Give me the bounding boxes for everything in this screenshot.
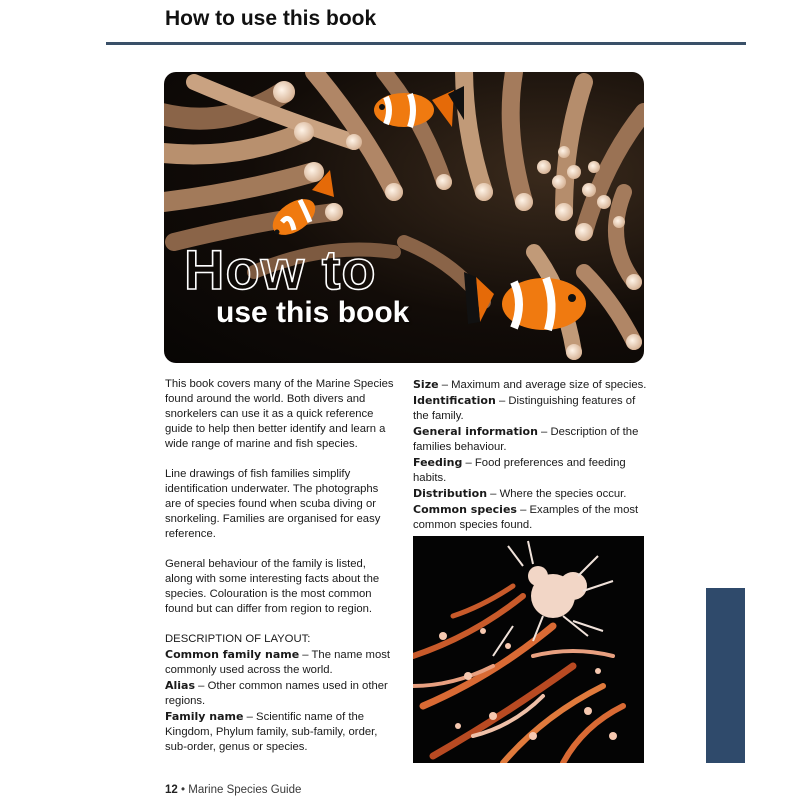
definition-alias bbox=[165, 678, 395, 709]
definition-term: Alias bbox=[165, 679, 196, 692]
definition-term: Family name bbox=[165, 710, 244, 723]
definition-term: Common species bbox=[413, 503, 517, 516]
definition-common-species bbox=[413, 502, 648, 533]
behaviour-paragraph: General behaviour of the family is listed, along with some interesting facts about the species. Colouration is the most common found but can differ from region to region. bbox=[165, 558, 380, 615]
definition-desc: – Maximum and average size of species. bbox=[438, 379, 647, 391]
page-number: 12 bbox=[165, 784, 178, 796]
definition-term: Size bbox=[413, 378, 439, 391]
page-title: How to use this book bbox=[165, 7, 377, 30]
definition-term: Identification bbox=[413, 394, 496, 407]
definition-desc: – Distinguishing features of the family. bbox=[413, 395, 636, 422]
soft-coral-illustration bbox=[413, 536, 644, 763]
definition-desc: – The name most commonly used across the world. bbox=[165, 649, 391, 676]
definition-distribution bbox=[413, 486, 648, 502]
footer-book-title: Marine Species Guide bbox=[188, 784, 302, 796]
header-rule bbox=[106, 42, 746, 45]
left-column bbox=[165, 377, 395, 755]
definition-size bbox=[413, 377, 648, 393]
clownfish-top bbox=[374, 86, 464, 127]
definition-family-name bbox=[165, 709, 395, 755]
drawings-paragraph: Line drawings of fish families simplify identification underwater. The photographs are of species found when scuba diving or snorkeling. Families are organised for easy reference. bbox=[165, 468, 381, 540]
page-footer bbox=[165, 784, 301, 796]
clownfish-bottom bbox=[464, 272, 586, 330]
chapter-side-tab bbox=[706, 588, 745, 763]
layout-heading: DESCRIPTION OF LAYOUT: bbox=[165, 633, 311, 645]
definition-desc: – Food preferences and feeding habits. bbox=[413, 457, 626, 484]
definition-term: Feeding bbox=[413, 456, 463, 469]
definition-term: General information bbox=[413, 425, 538, 438]
hero-title-outline: How to bbox=[184, 238, 377, 301]
definition-general-information bbox=[413, 424, 648, 455]
hero-photo bbox=[164, 72, 644, 363]
definition-desc: – Other common names used in other regions. bbox=[165, 680, 388, 707]
definition-feeding bbox=[413, 455, 648, 486]
definition-term: Common family name bbox=[165, 648, 300, 661]
definition-desc: – Where the species occur. bbox=[487, 488, 627, 500]
right-column bbox=[413, 377, 648, 533]
coral-crab-photo bbox=[413, 536, 644, 763]
definition-common-family-name bbox=[165, 647, 395, 678]
hero-title-subtitle: use this book bbox=[216, 296, 410, 329]
definition-desc: – Examples of the most common species found. bbox=[413, 504, 639, 531]
footer-separator: • bbox=[181, 784, 186, 796]
definition-identification bbox=[413, 393, 648, 424]
intro-paragraph: This book covers many of the Marine Species found around the world. Both divers and snorkelers can use it as a quick reference guide to help then better identify and learn a wide range of marine and fish species. bbox=[165, 378, 394, 450]
definition-desc: – Scientific name of the Kingdom, Phylum family, sub-family, order, sub-order, genus or species. bbox=[165, 711, 378, 753]
definition-term: Distribution bbox=[413, 487, 488, 500]
definition-desc: – Description of the families behaviour. bbox=[413, 426, 639, 453]
